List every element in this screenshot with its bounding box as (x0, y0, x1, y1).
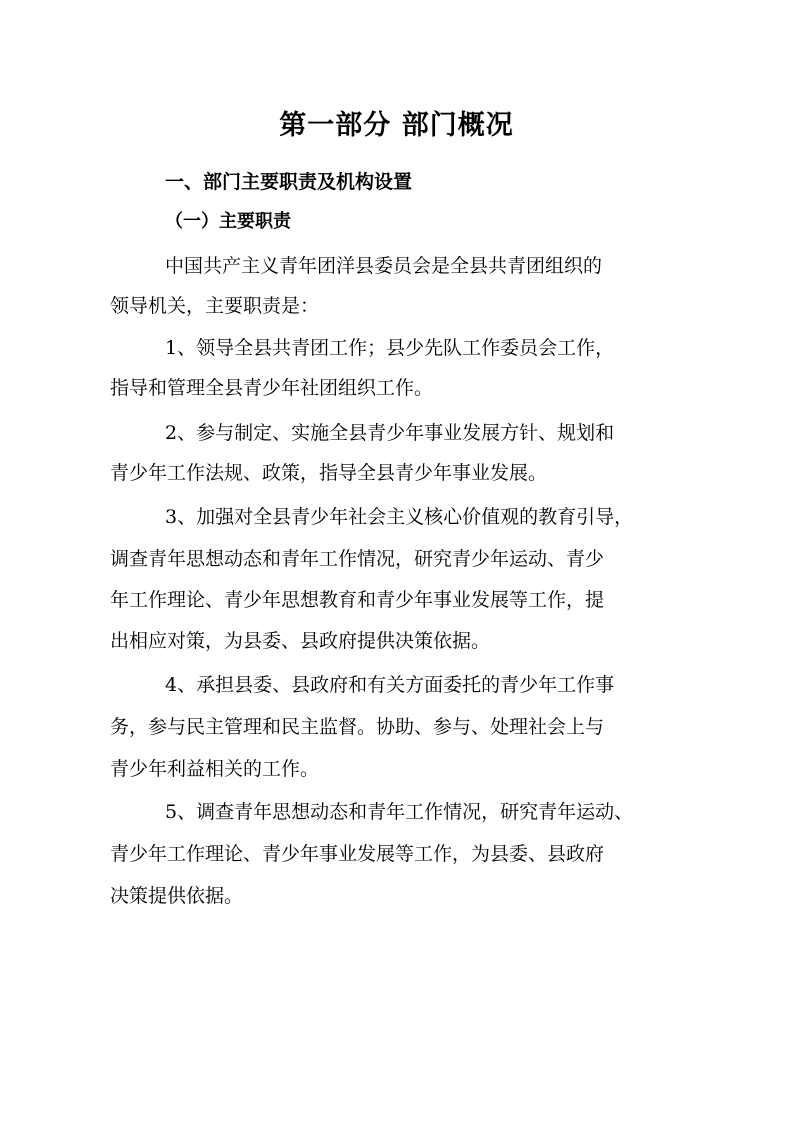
paragraph-line: 指导和管理全县青少年社团组织工作。 (110, 377, 434, 399)
paragraph-line: 1、领导全县共青团工作；县少先队工作委员会工作， (165, 337, 615, 359)
paragraph-line: 调查青年思想动态和青年工作情况，研究青少年运动、青少 (110, 548, 605, 570)
paragraph-line: 青少年工作理论、青少年事业发展等工作，为县委、县政府 (110, 843, 605, 865)
paragraph-line: 青少年利益相关的工作。 (110, 758, 320, 780)
paragraph-line: 4、承担县委、县政府和有关方面委托的青少年工作事 (165, 674, 615, 696)
paragraph-line: 5、调查青年思想动态和青年工作情况，研究青年运动、 (165, 801, 634, 823)
paragraph-line: 决策提供依据。 (110, 885, 244, 907)
section-heading: 一、部门主要职责及机构设置 (165, 171, 413, 193)
paragraph-line: 务，参与民主管理和民主监督。协助、参与、处理社会上与 (110, 716, 605, 738)
subsection-heading: （一）主要职责 (165, 211, 291, 232)
paragraph-line: 中国共产主义青年团洋县委员会是全县共青团组织的 (165, 255, 603, 277)
page-title: 第一部分 部门概况 (279, 110, 514, 141)
paragraph-line: 3、加强对全县青少年社会主义核心价值观的教育引导， (165, 506, 634, 528)
paragraph-line: 领导机关，主要职责是： (110, 295, 320, 317)
paragraph-line: 2、参与制定、实施全县青少年事业发展方针、规划和 (165, 422, 615, 444)
paragraph-line: 出相应对策，为县委、县政府提供决策依据。 (110, 630, 491, 652)
paragraph-line: 青少年工作法规、政策，指导全县青少年事业发展。 (110, 462, 548, 484)
paragraph-line: 年工作理论、青少年思想教育和青少年事业发展等工作，提 (110, 589, 605, 611)
